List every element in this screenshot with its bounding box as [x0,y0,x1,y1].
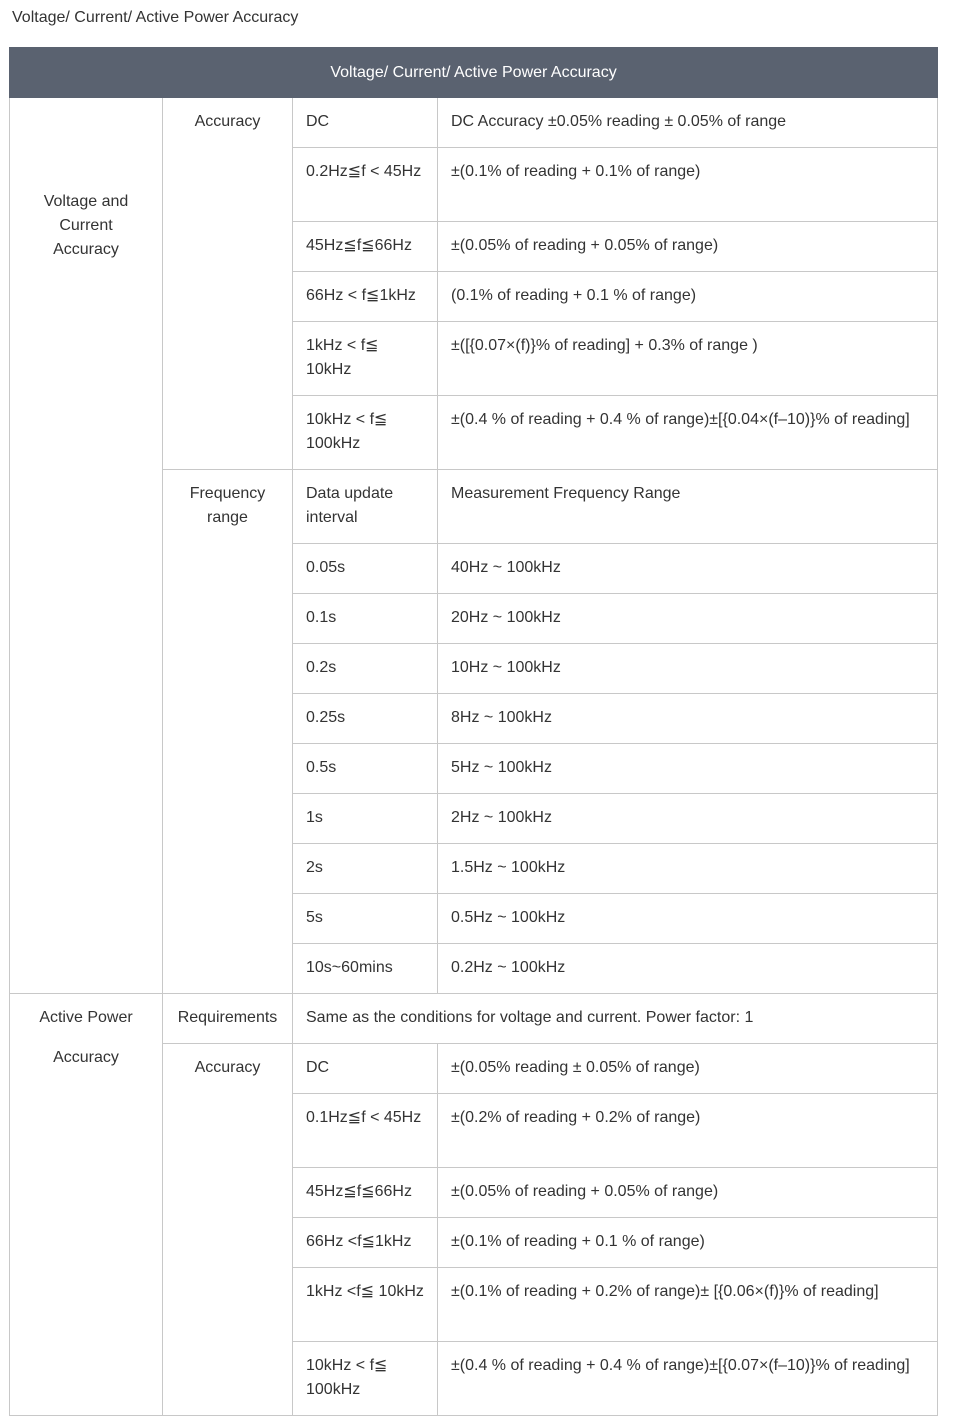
frequency-label-line: Frequency [189,485,266,502]
vc-label-line: Current [59,217,113,234]
value-cell: 2Hz ~ 100kHz [438,794,938,844]
frequency-header-value: Measurement Frequency Range [438,470,938,544]
condition-cell: 10kHz < f≦ 100kHz [293,396,438,470]
value-cell: 40Hz ~ 100kHz [438,544,938,594]
value-cell: ±(0.1% of reading + 0.1 % of range) [438,1218,938,1268]
condition-cell: 5s [293,894,438,944]
ap-group-label [10,994,163,1416]
value-cell: 0.5Hz ~ 100kHz [438,894,938,944]
value-cell: ±(0.05% of reading + 0.05% of range) [438,222,938,272]
value-cell: ±(0.4 % of reading + 0.4 % of range)±[{0.07×(f–10)}% of reading] [438,1342,938,1416]
table-banner: Voltage/ Current/ Active Power Accuracy [10,48,938,98]
table-row [10,994,938,1044]
vc-label-line: Voltage and [43,193,129,210]
condition-cell: 0.5s [293,744,438,794]
condition-cell: 66Hz < f≦1kHz [293,272,438,322]
vc-accuracy-label: Accuracy [163,98,293,470]
banner-row [10,48,938,98]
condition-cell: 1kHz < f≦ 10kHz [293,322,438,396]
condition-cell: 45Hz≦f≦66Hz [293,1168,438,1218]
frequency-label-line: range [207,509,248,526]
condition-cell: 1s [293,794,438,844]
vc-frequency-label [163,470,293,994]
spec-table [9,47,938,1416]
ap-requirements-label: Requirements [163,994,293,1044]
condition-cell: 10kHz < f≦ 100kHz [293,1342,438,1416]
value-cell: DC Accuracy ±0.05% reading ± 0.05% of range [438,98,938,148]
page-heading: Voltage/ Current/ Active Power Accuracy [12,9,299,26]
value-cell: ±(0.2% of reading + 0.2% of range) [438,1094,938,1168]
value-cell: (0.1% of reading + 0.1 % of range) [438,272,938,322]
value-cell: ±(0.05% of reading + 0.05% of range) [438,1168,938,1218]
value-cell: 0.2Hz ~ 100kHz [438,944,938,994]
value-cell: 20Hz ~ 100kHz [438,594,938,644]
condition-cell: 45Hz≦f≦66Hz [293,222,438,272]
ap-accuracy-label: Accuracy [163,1044,293,1416]
condition-cell: 0.2Hz≦f < 45Hz [293,148,438,222]
frequency-header-cond: Data update interval [293,470,438,544]
value-cell: ±(0.4 % of reading + 0.4 % of range)±[{0.04×(f–10)}% of reading] [438,396,938,470]
condition-cell: 1kHz <f≦ 10kHz [293,1268,438,1342]
value-cell: ±(0.1% of reading + 0.1% of range) [438,148,938,222]
condition-cell: 0.1Hz≦f < 45Hz [293,1094,438,1168]
value-cell: 1.5Hz ~ 100kHz [438,844,938,894]
value-cell: 10Hz ~ 100kHz [438,644,938,694]
table-row [10,98,938,148]
value-cell: ±([{0.07×(f)}% of reading] + 0.3% of range ) [438,322,938,396]
condition-cell: 66Hz <f≦1kHz [293,1218,438,1268]
condition-cell: 0.2s [293,644,438,694]
value-cell: ±(0.05% reading ± 0.05% of range) [438,1044,938,1094]
condition-cell: 0.05s [293,544,438,594]
condition-cell: 0.1s [293,594,438,644]
value-cell: 5Hz ~ 100kHz [438,744,938,794]
value-cell: ±(0.1% of reading + 0.2% of range)± [{0.06×(f)}% of reading] [438,1268,938,1342]
condition-cell: 0.25s [293,694,438,744]
condition-cell: DC [293,98,438,148]
vc-group-label [10,98,163,994]
condition-cell: 2s [293,844,438,894]
ap-requirements-value: Same as the conditions for voltage and current. Power factor: 1 [293,994,938,1044]
value-cell: 8Hz ~ 100kHz [438,694,938,744]
ap-label-line: Active Power [39,1009,133,1026]
condition-cell: DC [293,1044,438,1094]
condition-cell: 10s~60mins [293,944,438,994]
vc-label-line: Accuracy [53,241,119,258]
ap-label-line: Accuracy [53,1049,119,1066]
